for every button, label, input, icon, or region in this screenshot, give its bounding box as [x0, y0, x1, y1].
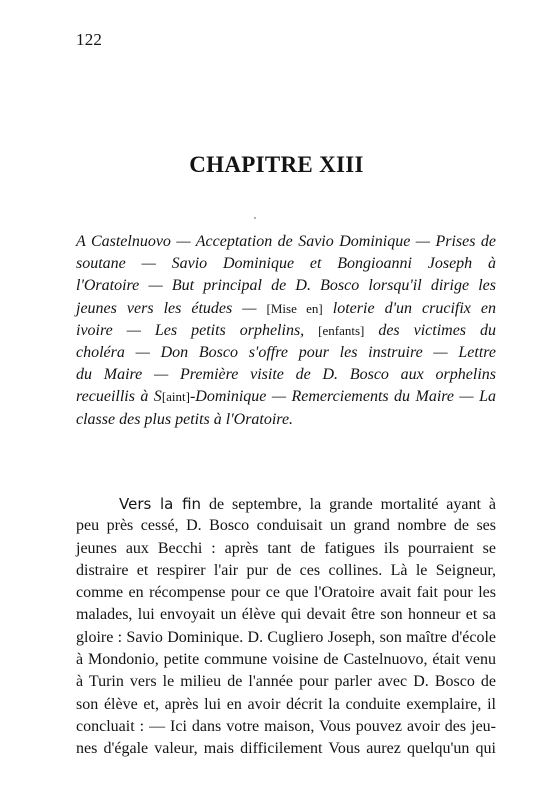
summary-line: jeunes vers les études — [Mise en] loterie d'un crucifix en — [76, 299, 497, 317]
body-line: jeunes aux Becchi : après tant de fatigues ils pourraient se — [76, 539, 496, 557]
body-line: Vers la fin de septembre, la grande mortalité ayant à — [119, 495, 496, 513]
body-line: son élève et, après lui en avoir décrit la conduite exemplaire, il — [76, 695, 496, 713]
summary-line: ivoire — Les petits orphelins, [enfants] des victimes du — [76, 321, 496, 339]
body-line: distraire et respirer l'air pur de ces collines. Là le Seigneur, — [76, 561, 496, 579]
summary-line: l'Oratoire — But principal de D. Bosco lorsqu'il dirige les — [76, 277, 496, 295]
editorial-insert: [enfants] — [318, 322, 365, 338]
editorial-insert: [aint] — [161, 389, 190, 405]
body-line: gloire : Savio Dominique. D. Cugliero Joseph, son maître d'école — [76, 628, 496, 646]
body-paragraph — [76, 493, 496, 761]
body-line: nes d'égale valeur, mais difficilement Vous aurez quelqu'un qui — [76, 740, 496, 758]
body-line: à Mondonio, petite commune voisine de Castelnuovo, était venu — [76, 651, 496, 669]
summary-line: classe des plus petits à l'Oratoire. — [76, 410, 294, 428]
body-line: à Turin vers le milieu de l'année pour parler avec D. Bosco de — [76, 673, 496, 691]
speck-mark — [254, 217, 256, 219]
chapter-summary — [76, 231, 496, 431]
summary-line: du Maire — Première visite de D. Bosco aux orphelins — [76, 366, 496, 384]
body-line: concluait : — Ici dans votre maison, Vous pouvez avoir des jeu- — [76, 717, 496, 735]
body-line: peu près cessé, D. Bosco conduisait un grand nombre de ses — [76, 517, 496, 535]
body-line: comme en récompense pour ce que l'Oratoire avait fait pour les — [76, 584, 496, 602]
summary-line: recueillis à S[aint]-Dominique — Remerciements du Maire — La — [76, 388, 496, 406]
opening-words: Vers la fin — [119, 495, 202, 513]
page-number: 122 — [76, 30, 103, 49]
chapter-title: CHAPITRE XIII — [189, 152, 364, 177]
editorial-insert: [Mise en] — [266, 300, 323, 316]
summary-line: soutane — Savio Dominique et Bongioanni Joseph à — [76, 255, 496, 273]
summary-line: A Castelnuovo — Acceptation de Savio Dominique — Prises de — [76, 233, 496, 250]
summary-line: choléra — Don Bosco s'offre pour les instruire — Lettre — [76, 343, 496, 361]
body-line: malades, lui envoyait un élève qui devait être son honneur et sa — [76, 606, 496, 624]
